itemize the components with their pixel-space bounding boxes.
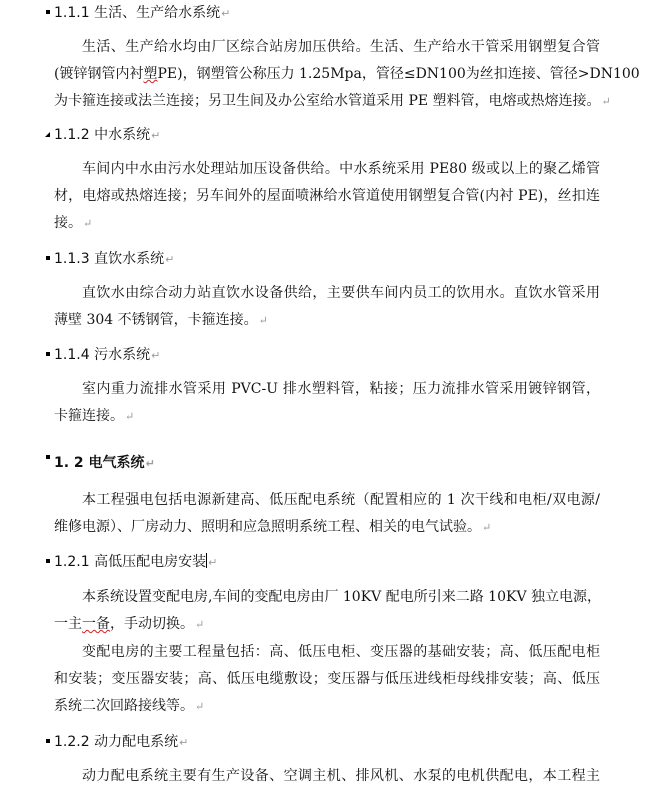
paragraph-mark-icon: ↵ [151, 129, 161, 142]
paragraph-mark-icon: ↵ [151, 349, 161, 362]
paragraph-mark-icon: ↵ [145, 457, 155, 470]
spellcheck-underline: 一备 [82, 616, 110, 632]
paragraph-line: 车间内中水由污水处理站加压设备供给。中水系统采用 PE80 级或以上的聚乙烯管 [82, 161, 600, 177]
paragraph-mark-icon: ↵ [221, 7, 231, 20]
bullet-icon [46, 256, 50, 260]
paragraph-line: 维修电源）、厂房动力、照明和应急照明系统工程、相关的电气试验。↵ [54, 519, 492, 535]
paragraph-mark-icon: ↵ [179, 736, 189, 749]
paragraph-mark-icon: ↵ [195, 700, 205, 713]
paragraph-line: 生活、生产给水均由厂区综合站房加压供给。生活、生产给水干管采用钢塑复合管 [82, 39, 600, 55]
heading-text: 1.1.4 污水系统 [54, 347, 151, 363]
collapse-triangle-icon[interactable] [45, 132, 50, 137]
paragraph-line: 系统二次回路接线等。↵ [54, 698, 205, 714]
paragraph-line: 薄壁 304 不锈钢管，卡箍连接。↵ [54, 312, 268, 328]
paragraph-mark-icon: ↵ [258, 314, 268, 327]
bullet-icon [46, 455, 50, 459]
heading-1-2-2 [54, 732, 188, 753]
heading-text: 1.1.2 中水系统 [54, 127, 151, 143]
paragraph-line: (镀锌钢管内衬塑PE)，钢塑管公称压力 1.25Mpa，管径≤DN100为丝扣连接、管径>DN100 [54, 66, 640, 82]
heading-text: 1.2.1 高低压配电房安装 [54, 554, 207, 570]
paragraph-mark-icon: ↵ [195, 618, 205, 631]
text-cursor [206, 553, 207, 568]
paragraph-line: 和安装；变压器安装；高、低压电缆敷设；变压器与低压进线柜母线排安装；高、低压 [54, 671, 600, 687]
paragraph-line: 卡箍连接。↵ [54, 408, 135, 424]
paragraph-mark-icon: ↵ [165, 253, 175, 266]
paragraph-line: 动力配电系统主要有生产设备、空调主机、排风机、水泵的电机供配电，本工程主 [82, 768, 600, 784]
heading-text: 1.2.2 动力配电系统 [54, 734, 179, 750]
paragraph-mark-icon: ↵ [482, 521, 492, 534]
heading-text: 1.1.1 生活、生产给水系统 [54, 5, 221, 21]
heading-text: 1.1.3 直饮水系统 [54, 251, 165, 267]
heading-1-1-3 [54, 249, 174, 270]
paragraph-mark-icon: ↵ [125, 410, 135, 423]
paragraph-line: 直饮水由综合动力站直饮水设备供给，主要供车间内员工的饮用水。直饮水管采用 [82, 285, 600, 301]
paragraph-line: 为卡箍连接或法兰连接；另卫生间及办公室给水管道采用 PE 塑料管，电熔或热熔连接。↵ [54, 93, 611, 109]
bullet-icon [46, 739, 50, 743]
paragraph-line: 材，电熔或热熔连接；另车间外的屋面喷淋给水管道使用钢塑复合管(内衬 PE)，丝扣连 [54, 188, 600, 204]
paragraph-line: 本系统设置变配电房,车间的变配电房由厂 10KV 配电所引来二路 10KV 独立电源， [82, 589, 602, 605]
heading-1-1-1 [54, 3, 230, 24]
spellcheck-underline: 塑 [143, 66, 158, 82]
bullet-icon [46, 559, 50, 563]
bullet-icon [46, 10, 50, 14]
paragraph-line: 接。↵ [54, 215, 93, 231]
bullet-icon [46, 352, 50, 356]
paragraph-line: 室内重力流排水管采用 PVC-U 排水塑料管，粘接；压力流排水管采用镀锌钢管， [82, 381, 600, 397]
heading-1-2-1 [54, 552, 217, 573]
paragraph-mark-icon: ↵ [83, 217, 93, 230]
heading-1-1-4 [54, 345, 160, 366]
paragraph-line: 本工程强电包括电源新建高、低压配电系统（配置相应的 1 次干线和电柜/双电源/ [82, 492, 600, 508]
paragraph-mark-icon: ↵ [208, 556, 218, 569]
heading-1-1-2 [54, 125, 160, 146]
paragraph-line: 一主一备，手动切换。↵ [54, 616, 205, 632]
paragraph-mark-icon: ↵ [601, 95, 611, 108]
heading-1-2 [54, 453, 155, 474]
heading-text: 1. 2 电气系统 [54, 455, 145, 471]
paragraph-line: 变配电房的主要工程量包括：高、低压电柜、变压器的基础安装；高、低压配电柜 [82, 644, 600, 660]
